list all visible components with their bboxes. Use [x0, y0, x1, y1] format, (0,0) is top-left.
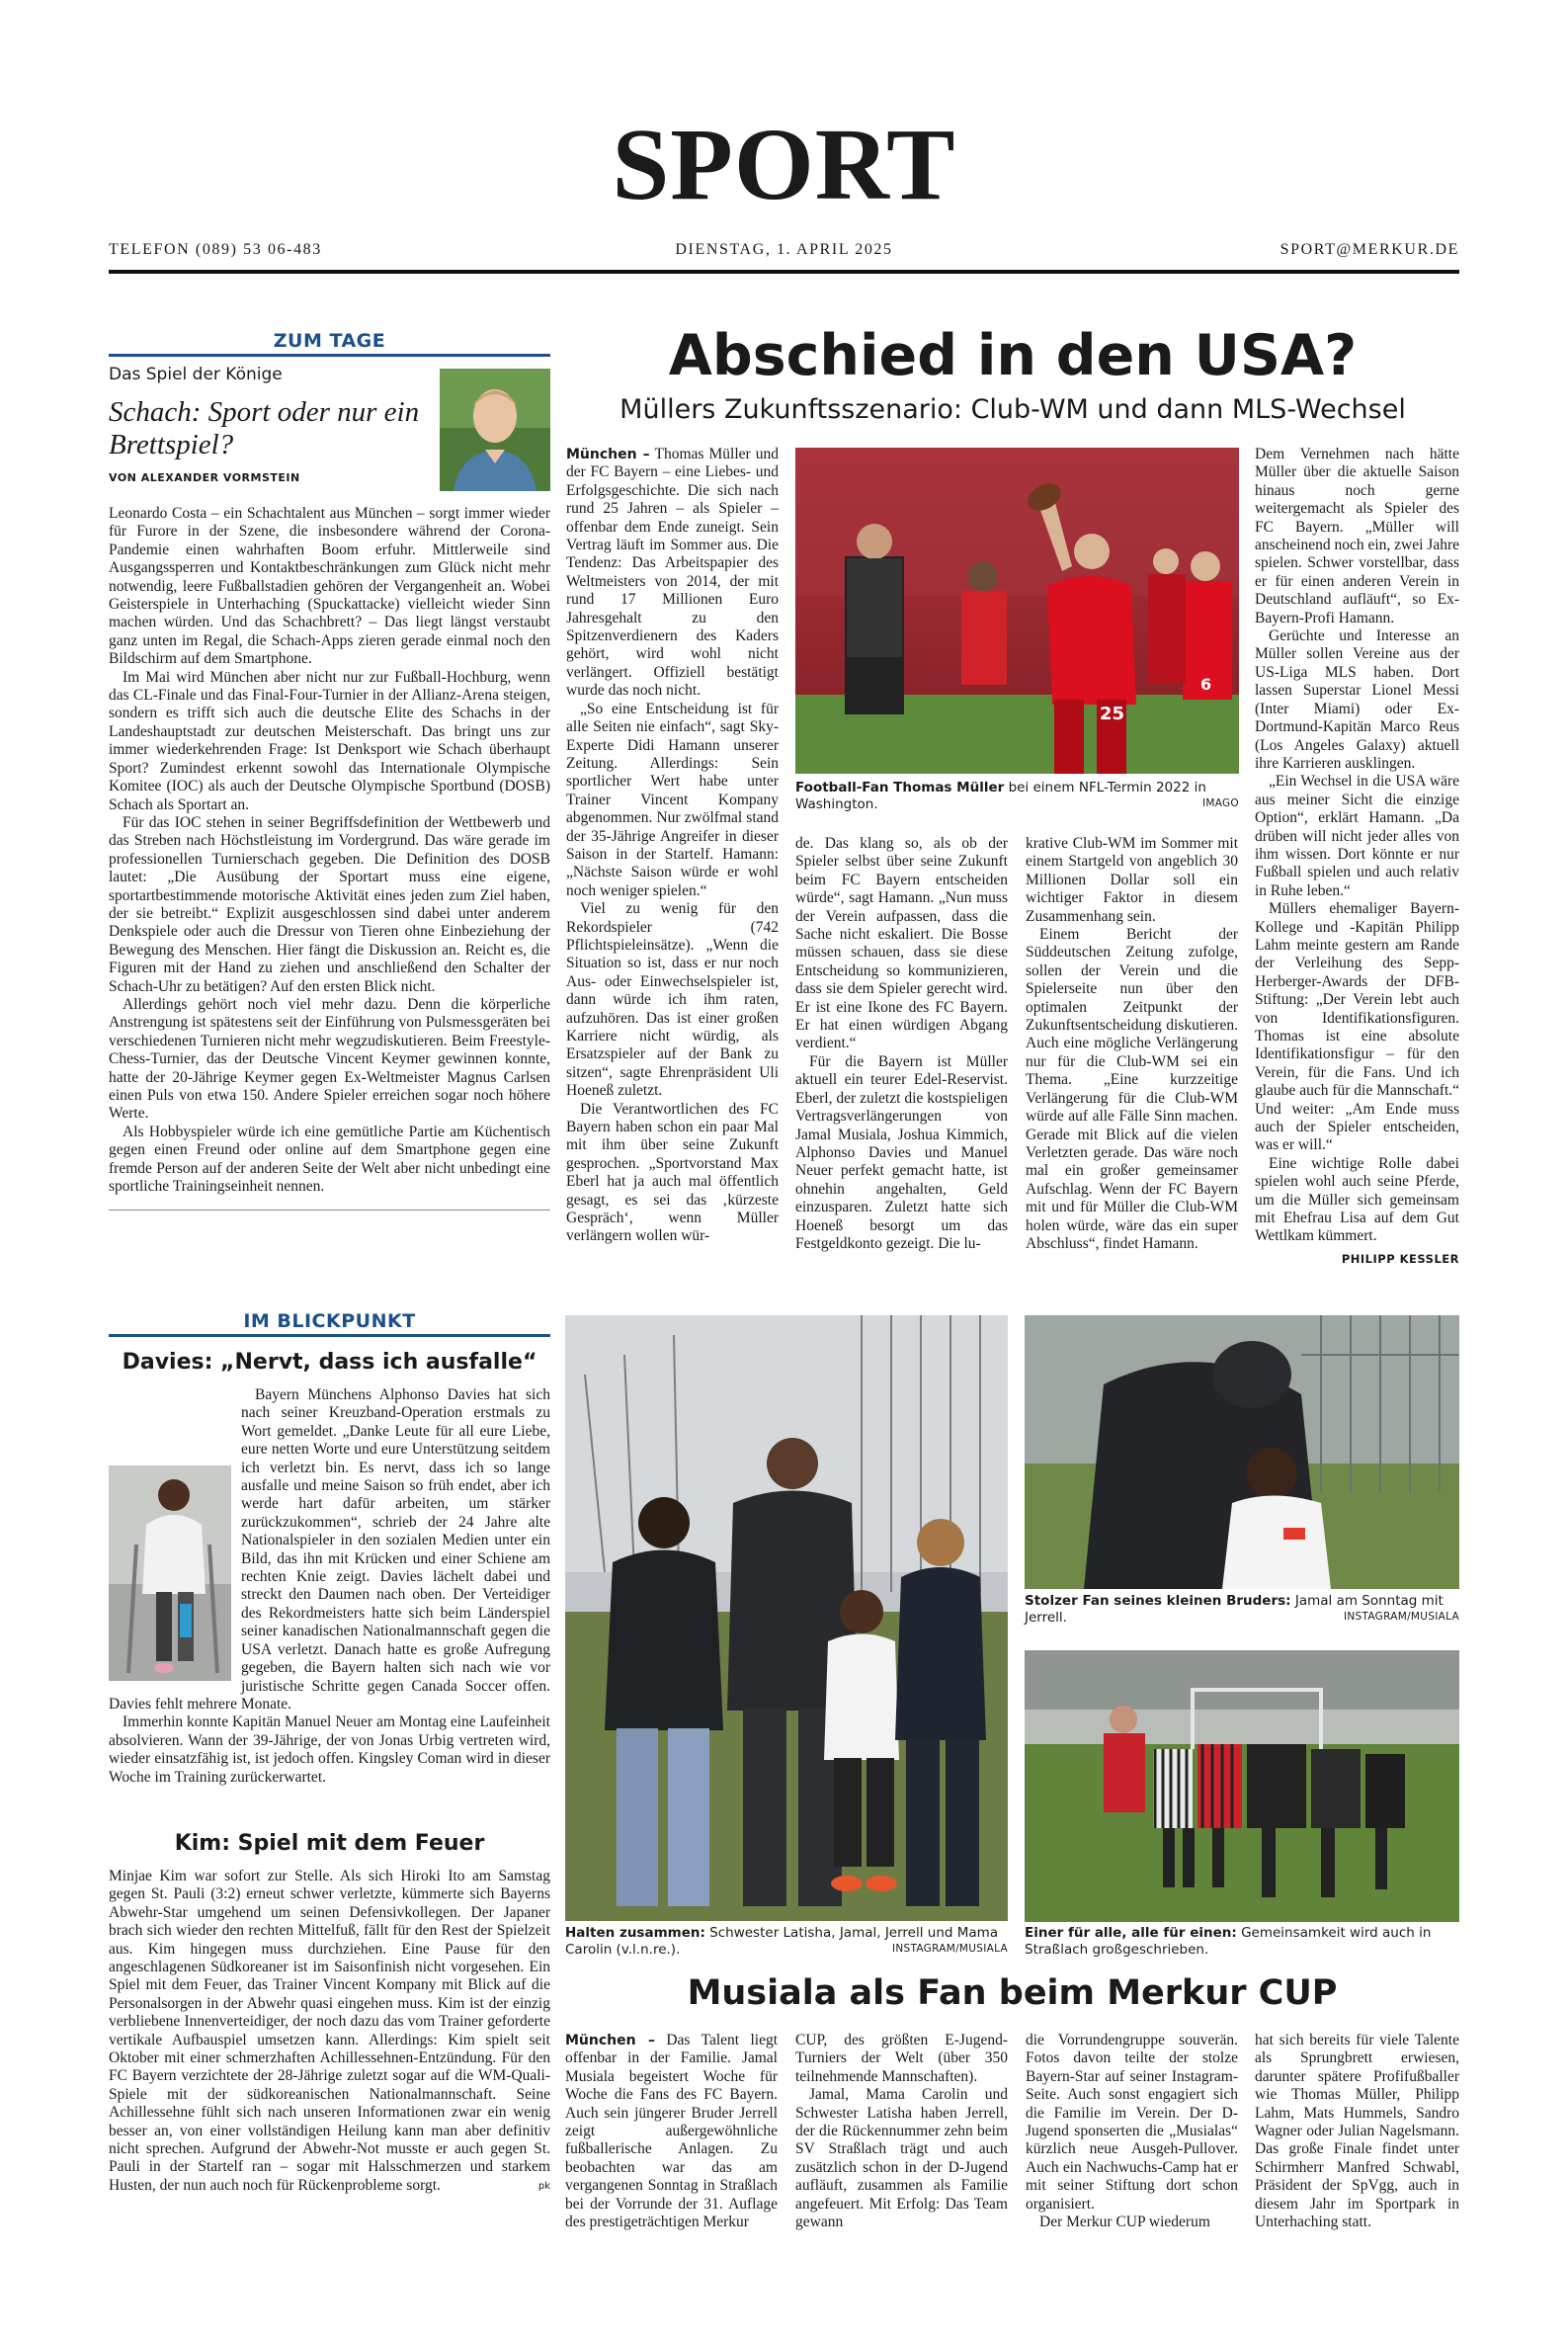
lead-headline: Abschied in den USA? — [668, 323, 1358, 388]
zum-tage-kicker: ZUM TAGE — [109, 330, 550, 357]
lead-column-3 — [1026, 835, 1238, 1253]
musiala-paragraph: Jamal, Mama Carolin und Schwester Latisha haben Jerrell, der die Rückennummer zehn beim SV Straßlach trägt und auch zusätzlich schon in der D-Jugend aufläuft, zusammen als Familie angefeuert. Mit Erfolg: Das Team gewann — [795, 2086, 1008, 2231]
masthead-email: SPORT@MERKUR.DE — [1279, 241, 1459, 258]
lead-paragraph: Einem Bericht der Süddeutschen Zeitung zufolge, sollen der Verein und die Spielerseite nun über den optimalen Zeitpunkt der Zukunftsentscheidung diskutieren. Auch eine mögliche Verlängerung nur für die Club-WM sei ein Thema. „Eine kurzzeitige Verlängerung für die Club-WM würde auf alle Fälle Sinn machen. Gerade mit Blick auf die vielen Verletzten gerade. Das wäre noch mal ein großer gemeinsamer Aufschlag. Wenn der FC Bayern mit und für Müller die Club-WM holen würde, wäre das ein super Abschluss“, findet Hamann. — [1026, 926, 1238, 1252]
mueller-photo-credit: IMAGO — [1201, 797, 1239, 809]
lead-paragraph: Eine wichtige Rolle dabei spielen wohl auch seine Pferde, um die Müller sich gemeinsam mit Ehefrau Lisa auf dem Gut Wettlkam kümmert. — [1255, 1154, 1459, 1245]
masthead-rule — [109, 270, 1459, 274]
svg-text:25: 25 — [1100, 704, 1125, 724]
musiala-column-2 — [795, 2032, 1008, 2231]
lead-column-1 — [566, 446, 779, 1246]
jamal-jerrell-caption-text: Jamal am Sonntag mit Jerrell. — [1025, 1593, 1444, 1626]
masthead-title: SPORT — [612, 108, 956, 221]
team-huddle-caption-bold: Einer für alle, alle für einen: — [1025, 1925, 1237, 1941]
musiala-family-caption-bold: Halten zusammen: — [565, 1925, 705, 1941]
lead-paragraph: de. Das klang so, als ob der Spieler selbst über seine Zukunft beim FC Bayern entscheiden würde“, sagt Hamann. „Nun muss der Verein aufpassen, dass die Sache nicht eskaliert. Die Bosse müssen schauen, dass sie diese Entscheidung so kommunizieren, dass sie dem Spieler gerecht wird. Er ist eine Ikone des FC Bayern. Er hat einen würdigen Abgang verdient.“ — [795, 835, 1008, 1052]
jamal-jerrell-credit: INSTAGRAM/MUSIALA — [1343, 1611, 1459, 1623]
jamal-jerrell-photo — [1025, 1315, 1459, 1589]
jamal-jerrell-caption-block — [1025, 1593, 1459, 1626]
lead-column-2 — [795, 835, 1008, 1253]
zum-tage-byline: VON ALEXANDER VORMSTEIN — [109, 471, 300, 484]
svg-text:6: 6 — [1200, 675, 1212, 694]
lead-paragraph: Dem Vernehmen nach hätte Müller über die aktuelle Saison hinaus noch gerne weitergemacht als Spieler des FC Bayern. „Müller will anscheinend noch ein, zwei Jahre spielen. Schwer vorstellbar, dass er für einen anderen Verein in Deutschland aufläuft“, so Ex-Bayern-Profi Hamann. — [1255, 446, 1460, 627]
musiala-paragraph: Der Merkur CUP wiederum — [1039, 2214, 1210, 2231]
musiala-column-4 — [1255, 2032, 1459, 2231]
team-huddle-caption — [1025, 1925, 1459, 1959]
masthead-phone: TELEFON (089) 53 06-483 — [109, 241, 322, 258]
zum-tage-paragraph: Im Mai wird München aber nicht nur zur Fußball-Hochburg, wenn das CL-Finale und das Final-Four-Turnier in der Allianz-Arena steigen, sondern es trifft sich auch die deutsche Elite des Schachs in der Landeshauptstadt zur deutschen Meisterschaft. Das bringt uns zur immer wiederkehrenden Frage: Ist Denksport wie Schach überhaupt Sport? Zumindest erkennt sowohl das Internationale Olympische Komitee (IOC) als auch der Deutsche Olympische Sportbund (DOSB) Schach als Sportart an. — [109, 668, 550, 813]
zum-tage-body — [109, 505, 550, 1196]
lead-subhead: Müllers Zukunftsszenario: Club-WM und dann MLS-Wechsel — [619, 394, 1406, 425]
zum-tage-paragraph: Allerdings gehört noch viel mehr dazu. Denn die körperliche Anstrengung ist spätestens seit der Einführung von Pulsmessgeräten bei verschiedenen Turnieren nicht mehr wegzudiskutieren. Beim Freestyle-Chess-Turnier, das der Deutsche Vincent Keymer gewinnen konnte, hatte der 20-Jährige Keymer gegen Ex-Weltmeister Magnus Carlsen einen Puls von etwa 150. Andere Spieler erreichen sogar noch höhere Werte. — [109, 995, 550, 1123]
lead-paragraph: Gerüchte und Interesse an Müller sollen Vereine aus der US-Liga MLS haben. Dort lassen Superstar Lionel Messi (Inter Miami) oder Ex-Dortmund-Kapitän Marco Reus (Los Angeles Galaxy) aktuell ihre Karrieren ausklingen. — [1255, 627, 1459, 772]
musiala-paragraph: München – Das Talent liegt offenbar in der Familie. Jamal Musiala begeistert Woche für Woche die Fans des FC Bayern. Auch sein jüngerer Bruder Jerrell zeigt außergewöhnliche fußballerische Anlagen. Zu beobachten war das am vergangenen Sonntag in Straßlach bei der Vorrunde der 31. Auflage des prestigeträchtigen Merkur — [565, 2032, 779, 2231]
lead-paragraph: Müllers ehemaliger Bayern-Kollege und -Kapitän Philipp Lahm meinte gestern am Rande der Verleihung des Sepp-Herberger-Awards der DFB-Stiftung: „Der Verein lebt auch von Identifikationsfiguren. Thomas ist eine absolute Identifikationsfigur – für den Verein, für die Fans. Und ich glaube auch für die Mannschaft.“ Und weiter: „Am Ende muss auch der Spieler entscheiden, was er will.“ — [1255, 900, 1460, 1154]
musiala-column-1 — [565, 2032, 778, 2231]
kim-signature: pk — [537, 2181, 550, 2193]
kim-headline: Kim: Spiel mit dem Feuer — [174, 1830, 485, 1856]
davies-headline: Davies: „Nervt, dass ich ausfalle“ — [122, 1350, 537, 1375]
kim-paragraph: Minjae Kim war sofort zur Stelle. Als sich Hiroki Ito am Samstag gegen St. Pauli (3:2) erneut schwer verletzte, kümmerte sich Bayerns Abwehr-Star umgehend um seinen Defensivkollegen. Der Japaner brach sich wieder den rechten Mittelfuß, fällt für den Rest der Spielzeit aus. Kim hingegen muss durchziehen. Eine Pause für den angeschlagenen Südkoreaner ist im Saisonfinish nicht vorgesehen. Ein Spiel mit dem Feuer, das Trainer Vincent Kompany mit Blick auf die Personalsorgen in der Abwehr quasi eingehen muss. Kim ist der einzig verbliebene Innenverteidiger, der noch dazu das vom Trainer geforderte vertikale Aufbauspiel umsetzen kann. Allerdings: Kim spielt seit Oktober mit einer schmerzhaften Achillessehnen-Entzündung. Für den FC Bayern verzichtete der 28-Jährige zuletzt sogar auf die WM-Quali-Spiele mit der südkoreanischen Nationalmannschaft. Seine Achillessehne fühlt sich nach unseren Informationen zwar ein wenig besser an, von einer vollständigen Heilung kann man aber definitiv nicht sprechen. Aufgrund der Abwehr-Not musste er auch gegen St. Pauli in der Startelf ran – sogar mit Halsschmerzen und starkem Husten, der nun auch noch für Rückenprobleme sorgt. — [109, 1867, 550, 2194]
lead-column-4 — [1255, 446, 1459, 1268]
musiala-family-credit: INSTAGRAM/MUSIALA — [891, 1943, 1008, 1955]
davies-body — [109, 1386, 550, 1787]
mueller-photo-block — [795, 448, 1239, 812]
davies-paragraph: Immerhin konnte Kapitän Manuel Neuer am Montag eine Laufeinheit absolvieren. Wann der 39-Jährige, der von Jonas Urbig vertreten wird, wieder einsatzfähig ist, ist jedoch offen. Kingsley Coman wird in dieser Woche im Training zurückerwartet. — [109, 1713, 550, 1786]
team-huddle-caption-block — [1025, 1925, 1459, 1959]
lead-paragraph: München – Thomas Müller und der FC Bayern – eine Liebes- und Erfolgsgeschichte. Die sich nach rund 25 Jahren – als Spieler – offenbar dem Ende zuneigt. Sein Vertrag läuft im Sommer aus. Die Tendenz: Das Arbeitspapier des Weltmeisters von 2014, der mit rund 17 Millionen Euro Jahresgehalt zu den Spitzenverdienern des Kaders gehört, wird wohl nicht verlängert. Offiziell bestätigt wurde das noch nicht. — [566, 446, 779, 700]
zum-tage-headline: Schach: Sport oder nur ein Brettspiel? — [109, 396, 420, 460]
zum-tage-paragraph: Leonardo Costa – ein Schachtalent aus München – sorgt immer wieder für Furore in der Szene, die insbesondere während der Corona-Pandemie einen wahrhaften Boom erfuhr. Mittlerweile sind Ausgangssperren und Kontaktbeschränkungen zum Glück nicht mehr notwendig, leere Fußballstadien gehören der Vergangenheit an. Wobei Geisterspiele in Unterhaching (Spuckattacke) vielleicht wieder Sinn machen würden. Und das Schachbrett? – Das liegt längst verstaubt ganz unten im Regal, die Schach-Apps zieren gerade einmal noch den Bildschirm auf dem Smartphone. — [109, 505, 550, 668]
musiala-family-photo — [565, 1315, 1008, 1921]
musiala-column-3 — [1026, 2032, 1238, 2231]
masthead-date: DIENSTAG, 1. APRIL 2025 — [675, 241, 893, 258]
musiala-paragraph: hat sich bereits für viele Talente als Sprungbrett erwiesen, darunter spätere Profifußballer wie Thomas Müller, Philipp Lahm, Mats Hummels, Sandro Wagner oder Julian Nagelsmann. Das große Finale findet unter Schirmherr Manfred Schwabl, Präsident der SpVgg, auch in diesem Jahr im Sportpark in Unterhaching statt. — [1255, 2032, 1459, 2231]
musiala-paragraph: CUP, des größten E-Jugend-Turniers der Welt (über 350 teilnehmende Mannschaften). — [795, 2032, 1008, 2085]
lead-paragraph: Für die Bayern ist Müller aktuell ein teurer Edel-Reservist. Eberl, der zuletzt die kostspieligen Vertragsverlängerungen von Jamal Musiala, Joshua Kimmich, Alphonso Davies und Manuel Neuer perfekt gemacht hatte, ist ohnehin angehalten, Geld einzusparen. Zuletzt hatte sich Hoeneß besorgt um das Festgeldkonto gezeigt. Die lu- — [795, 1052, 1008, 1252]
lead-signature: PHILIPP KESSLER — [1341, 1251, 1459, 1266]
lead-paragraph: Die Verantwortlichen des FC Bayern haben schon ein paar Mal mit ihm über seine Zukunft gesprochen. „Sportvorstand Max Eberl hat ja auch mal öffentlich gesagt, es sei das ‚kürzeste Gespräch‘, wenn Müller verlängern wollen wür- — [566, 1100, 779, 1245]
lead-paragraph: „So eine Entscheidung ist für alle Seiten nie einfach“, sagt Sky-Experte Didi Hamann unserer Zeitung. Allerdings: Sein sportlicher Wert habe unter Trainer Vincent Kompany abgenommen. Nur zwölfmal stand der 35-Jährige Angreifer in dieser Saison in der Startelf. Hamann: „Nächste Saison würde er wohl noch weniger spielen.“ — [566, 700, 779, 899]
team-huddle-photo — [1025, 1650, 1459, 1922]
lead-paragraph: „Ein Wechsel in die USA wäre aus meiner Sicht die einzige Option“, erklärt Hamann. „Da drüben will nicht jeder alles von ihm wissen. Dort könnte er nur Fußball spielen und auch relativ in Ruhe leben.“ — [1255, 773, 1459, 899]
lead-paragraph: krative Club-WM im Sommer mit einem Startgeld von angeblich 30 Millionen Dollar soll ein wichtiger Faktor in diesem Zusammenhang sein. — [1026, 835, 1238, 925]
mueller-caption-text: bei einem NFL-Termin 2022 in Washington. — [795, 780, 1206, 812]
davies-paragraph: Bayern Münchens Alphonso Davies hat sich nach seiner Kreuzband-Operation erstmals zu Wort gemeldet. „Danke Leute für all eure Liebe, eure netten Worte und eure Unterstützung seitdem ich verletzt bin. Es nervt, dass ich so lange ausfalle und meine Saison so früh endet, aber ich werde hart dafür arbeiten, um stärker zurückzukommen“, schrieb der 24 Jahre alte Nationalspieler in den sozialen Medien unter ein Bild, das ihn mit Krücken und einer Schiene am rechten Knie zeigt. Davies lächelt dabei und streckt den Daumen nach oben. Der Verteidiger des Rekordmeisters hatte sich beim Länderspiel seiner kanadischen Nationalmannschaft gegen die USA verletzt. Danach hatte es große Aufregung gegeben, die Bayern halten sich nach wie vor juristische Schritte gegen Canada Soccer offen. Davies fehlt mehrere Monate. — [109, 1386, 550, 1713]
musiala-paragraph: die Vorrundengruppe souverän. Fotos davon teilte der stolze Bayern-Star auf seiner Instagram-Seite. Auch sonst engagiert sich die Familie im Verein. Der D-Jugend sponserten die „Musialas“ kürzlich neue Ausgeh-Pullover. Auch ein Nachwuchs-Camp hat er mit seiner Stiftung dort schon organisiert. — [1026, 2032, 1238, 2213]
musiala-family-caption-block — [565, 1925, 1008, 1958]
zum-tage-overline: Das Spiel der Könige — [109, 365, 283, 384]
blickpunkt-column — [109, 1310, 550, 2192]
team-huddle-caption-text: Gemeinsamkeit wird auch in Straßlach großgeschrieben. — [1025, 1925, 1432, 1958]
author-photo — [440, 369, 550, 491]
davies-photo — [109, 1465, 231, 1681]
lead-paragraph: Viel zu wenig für den Rekordspieler (742 Pflichtspieleinsätze). „Wenn die Situation so ist, dass er nur noch Aus- oder Einwechselspieler ist, dann würde ich ihm raten, aufzuhören. Das ist einer großen Karriere nicht würdig, als Ersatzspieler auf der Bank zu sitzen“, sagte Ehrenpräsident Uli Hoeneß zuletzt. — [566, 900, 779, 1100]
zum-tage-column — [109, 330, 550, 1211]
jamal-jerrell-caption-bold: Stolzer Fan seines kleinen Bruders: — [1025, 1593, 1291, 1609]
musiala-family-caption-text: Schwester Latisha, Jamal, Jerrell und Mama Carolin (v.l.n.re.). — [565, 1925, 999, 1958]
mueller-caption-bold: Football-Fan Thomas Müller — [795, 780, 1005, 795]
blickpunkt-kicker: IM BLICKPUNKT — [109, 1310, 550, 1337]
mueller-photo — [795, 448, 1239, 774]
zum-tage-paragraph: Als Hobbyspieler würde ich eine gemütliche Partie am Küchentisch gegen einen Freund oder online auf dem Smartphone gegen eine fremde Person auf der anderen Seite der Welt aber nicht unbedingt eine sportliche Trainingseinheit nennen. — [109, 1123, 550, 1196]
zum-tage-end-rule — [109, 1210, 550, 1211]
kim-body — [109, 1868, 550, 2195]
musiala-headline: Musiala als Fan beim Merkur CUP — [687, 1973, 1338, 2013]
zum-tage-paragraph: Für das IOC stehen in seiner Begriffsdefinition der Wettbewerb und das Streben nach Höchstleistung im Vordergrund. Das wäre gerade im professionellen Turnierschach gegeben. Die Definition des DOSB lautet: „Die Ausübung der Sportart muss eine eigene, sportartbestimmende motorische Aktivität eines jeden zum Ziel haben, der sie betreibt.“ Explizit ausgeschlossen sind dabei unter anderem Denkspiele oder auch die Dressur von Tieren ohne Einbeziehung der Bewegung des Menschen. Hier fängt die Diskussion an. Reicht es, die Figuren mit der Hand zu ziehen und anschließend den Schalter der Schach-Uhr zu betätigen? Auf den ersten Blick nicht. — [109, 813, 550, 995]
